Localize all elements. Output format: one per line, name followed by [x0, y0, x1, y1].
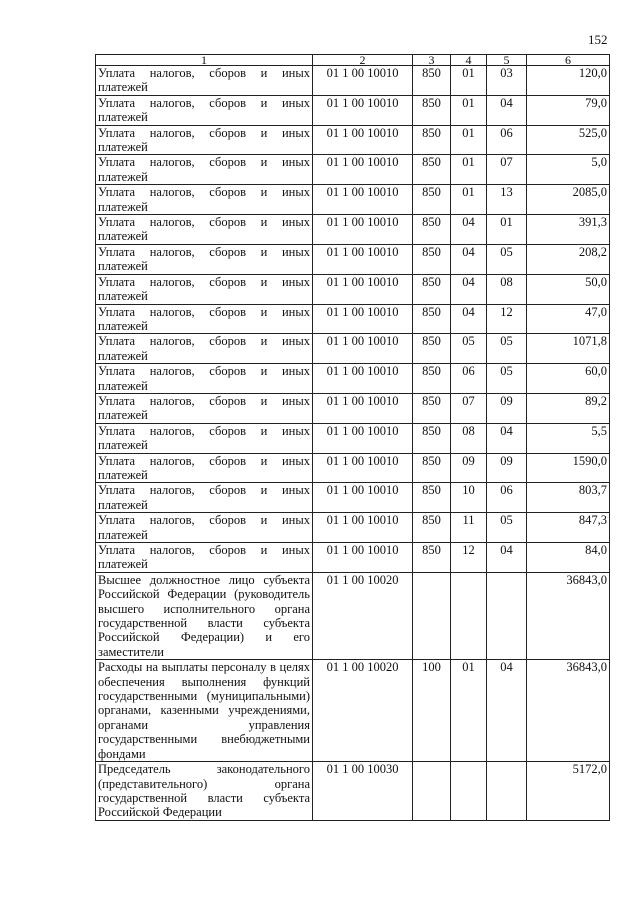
section-cell: 06 [451, 364, 487, 394]
section-cell: 04 [451, 244, 487, 274]
subsection-cell: 13 [487, 185, 527, 215]
expense-type-cell: 850 [413, 483, 451, 513]
section-cell: 04 [451, 304, 487, 334]
subsection-cell [487, 762, 527, 821]
target-code-cell: 01 1 00 10010 [313, 215, 413, 245]
subsection-cell: 12 [487, 304, 527, 334]
amount-cell: 847,3 [527, 513, 610, 543]
target-code-cell: 01 1 00 10010 [313, 95, 413, 125]
row-name-cell: Уплата налогов, сборов и иных платежей [96, 95, 313, 125]
amount-cell: 2085,0 [527, 185, 610, 215]
subsection-cell: 09 [487, 393, 527, 423]
section-cell: 05 [451, 334, 487, 364]
target-code-cell: 01 1 00 10020 [313, 660, 413, 762]
subsection-cell: 05 [487, 334, 527, 364]
expense-type-cell: 850 [413, 543, 451, 573]
target-code-cell: 01 1 00 10010 [313, 483, 413, 513]
amount-cell: 36843,0 [527, 572, 610, 659]
target-code-cell: 01 1 00 10010 [313, 185, 413, 215]
amount-cell: 1590,0 [527, 453, 610, 483]
row-name-cell: Уплата налогов, сборов и иных платежей [96, 483, 313, 513]
amount-cell: 84,0 [527, 543, 610, 573]
section-cell: 01 [451, 185, 487, 215]
target-code-cell: 01 1 00 10010 [313, 543, 413, 573]
target-code-cell: 01 1 00 10010 [313, 304, 413, 334]
column-header: 2 [313, 55, 413, 66]
section-cell: 11 [451, 513, 487, 543]
row-name-cell: Уплата налогов, сборов и иных платежей [96, 215, 313, 245]
amount-cell: 5172,0 [527, 762, 610, 821]
target-code-cell: 01 1 00 10030 [313, 762, 413, 821]
row-name-cell: Уплата налогов, сборов и иных платежей [96, 334, 313, 364]
expense-type-cell: 850 [413, 274, 451, 304]
section-cell: 09 [451, 453, 487, 483]
table-row [96, 453, 610, 483]
subsection-cell: 04 [487, 543, 527, 573]
expense-type-cell: 850 [413, 95, 451, 125]
expense-type-cell [413, 572, 451, 659]
expense-type-cell: 850 [413, 125, 451, 155]
expense-type-cell: 850 [413, 304, 451, 334]
target-code-cell: 01 1 00 10010 [313, 244, 413, 274]
table-row [96, 185, 610, 215]
section-cell: 12 [451, 543, 487, 573]
expense-type-cell: 850 [413, 66, 451, 96]
row-name-cell: Уплата налогов, сборов и иных платежей [96, 364, 313, 394]
column-header: 4 [451, 55, 487, 66]
target-code-cell: 01 1 00 10010 [313, 66, 413, 96]
section-cell: 04 [451, 215, 487, 245]
row-name-cell: Уплата налогов, сборов и иных платежей [96, 543, 313, 573]
section-cell: 01 [451, 155, 487, 185]
expense-type-cell: 850 [413, 244, 451, 274]
amount-cell: 208,2 [527, 244, 610, 274]
table-row [96, 423, 610, 453]
target-code-cell: 01 1 00 10010 [313, 423, 413, 453]
subsection-cell: 09 [487, 453, 527, 483]
section-cell: 01 [451, 95, 487, 125]
column-header: 1 [96, 55, 313, 66]
expense-type-cell: 100 [413, 660, 451, 762]
subsection-cell: 05 [487, 513, 527, 543]
row-name-cell: Председатель законодательного (представительного) органа государственной власти субъекта Российской Федерации [96, 762, 313, 821]
row-name-cell: Уплата налогов, сборов и иных платежей [96, 513, 313, 543]
expense-type-cell: 850 [413, 185, 451, 215]
row-name-cell: Расходы на выплаты персоналу в целях обеспечения выполнения функций государственными (муниципальными) органами, казенными учреждениями, органами управления государственными внебюджетными фондами [96, 660, 313, 762]
amount-cell: 5,5 [527, 423, 610, 453]
row-name-cell: Уплата налогов, сборов и иных платежей [96, 393, 313, 423]
amount-cell: 60,0 [527, 364, 610, 394]
section-cell: 01 [451, 125, 487, 155]
table-row [96, 572, 610, 659]
table-row [96, 334, 610, 364]
amount-cell: 79,0 [527, 95, 610, 125]
table-row [96, 274, 610, 304]
target-code-cell: 01 1 00 10010 [313, 364, 413, 394]
page-number: 152 [588, 32, 608, 47]
section-cell: 07 [451, 393, 487, 423]
header-row [96, 55, 610, 66]
subsection-cell: 04 [487, 423, 527, 453]
expense-type-cell: 850 [413, 393, 451, 423]
amount-cell: 47,0 [527, 304, 610, 334]
expense-type-cell: 850 [413, 423, 451, 453]
row-name-cell: Высшее должностное лицо субъекта Российской Федерации (руководитель высшего исполнительного органа государственной власти субъекта Российской Федерации) и его заместители [96, 572, 313, 659]
target-code-cell: 01 1 00 10010 [313, 393, 413, 423]
subsection-cell: 06 [487, 125, 527, 155]
row-name-cell: Уплата налогов, сборов и иных платежей [96, 185, 313, 215]
table-row [96, 543, 610, 573]
column-header: 5 [487, 55, 527, 66]
target-code-cell: 01 1 00 10010 [313, 453, 413, 483]
section-cell: 08 [451, 423, 487, 453]
table-row [96, 125, 610, 155]
amount-cell: 120,0 [527, 66, 610, 96]
table-row [96, 660, 610, 762]
amount-cell: 36843,0 [527, 660, 610, 762]
amount-cell: 803,7 [527, 483, 610, 513]
table-row [96, 762, 610, 821]
expense-type-cell: 850 [413, 453, 451, 483]
row-name-cell: Уплата налогов, сборов и иных платежей [96, 274, 313, 304]
subsection-cell: 05 [487, 244, 527, 274]
target-code-cell: 01 1 00 10020 [313, 572, 413, 659]
subsection-cell: 06 [487, 483, 527, 513]
expense-type-cell: 850 [413, 215, 451, 245]
target-code-cell: 01 1 00 10010 [313, 513, 413, 543]
section-cell: 01 [451, 66, 487, 96]
row-name-cell: Уплата налогов, сборов и иных платежей [96, 453, 313, 483]
table-row [96, 244, 610, 274]
expense-type-cell [413, 762, 451, 821]
table-row [96, 215, 610, 245]
amount-cell: 89,2 [527, 393, 610, 423]
section-cell [451, 572, 487, 659]
table-row [96, 66, 610, 96]
row-name-cell: Уплата налогов, сборов и иных платежей [96, 244, 313, 274]
target-code-cell: 01 1 00 10010 [313, 155, 413, 185]
subsection-cell: 07 [487, 155, 527, 185]
table-row [96, 483, 610, 513]
amount-cell: 1071,8 [527, 334, 610, 364]
table-row [96, 95, 610, 125]
expense-type-cell: 850 [413, 334, 451, 364]
section-cell: 10 [451, 483, 487, 513]
section-cell: 01 [451, 660, 487, 762]
target-code-cell: 01 1 00 10010 [313, 334, 413, 364]
subsection-cell: 01 [487, 215, 527, 245]
subsection-cell [487, 572, 527, 659]
subsection-cell: 04 [487, 660, 527, 762]
table-row [96, 393, 610, 423]
amount-cell: 50,0 [527, 274, 610, 304]
budget-table [95, 54, 610, 821]
expense-type-cell: 850 [413, 364, 451, 394]
section-cell [451, 762, 487, 821]
column-header: 3 [413, 55, 451, 66]
row-name-cell: Уплата налогов, сборов и иных платежей [96, 423, 313, 453]
section-cell: 04 [451, 274, 487, 304]
row-name-cell: Уплата налогов, сборов и иных платежей [96, 304, 313, 334]
row-name-cell: Уплата налогов, сборов и иных платежей [96, 125, 313, 155]
subsection-cell: 08 [487, 274, 527, 304]
subsection-cell: 04 [487, 95, 527, 125]
row-name-cell: Уплата налогов, сборов и иных платежей [96, 66, 313, 96]
row-name-cell: Уплата налогов, сборов и иных платежей [96, 155, 313, 185]
subsection-cell: 05 [487, 364, 527, 394]
subsection-cell: 03 [487, 66, 527, 96]
column-header: 6 [527, 55, 610, 66]
expense-type-cell: 850 [413, 513, 451, 543]
amount-cell: 5,0 [527, 155, 610, 185]
expense-type-cell: 850 [413, 155, 451, 185]
amount-cell: 525,0 [527, 125, 610, 155]
table-row [96, 155, 610, 185]
table-row [96, 304, 610, 334]
amount-cell: 391,3 [527, 215, 610, 245]
target-code-cell: 01 1 00 10010 [313, 125, 413, 155]
target-code-cell: 01 1 00 10010 [313, 274, 413, 304]
table-row [96, 364, 610, 394]
table-row [96, 513, 610, 543]
